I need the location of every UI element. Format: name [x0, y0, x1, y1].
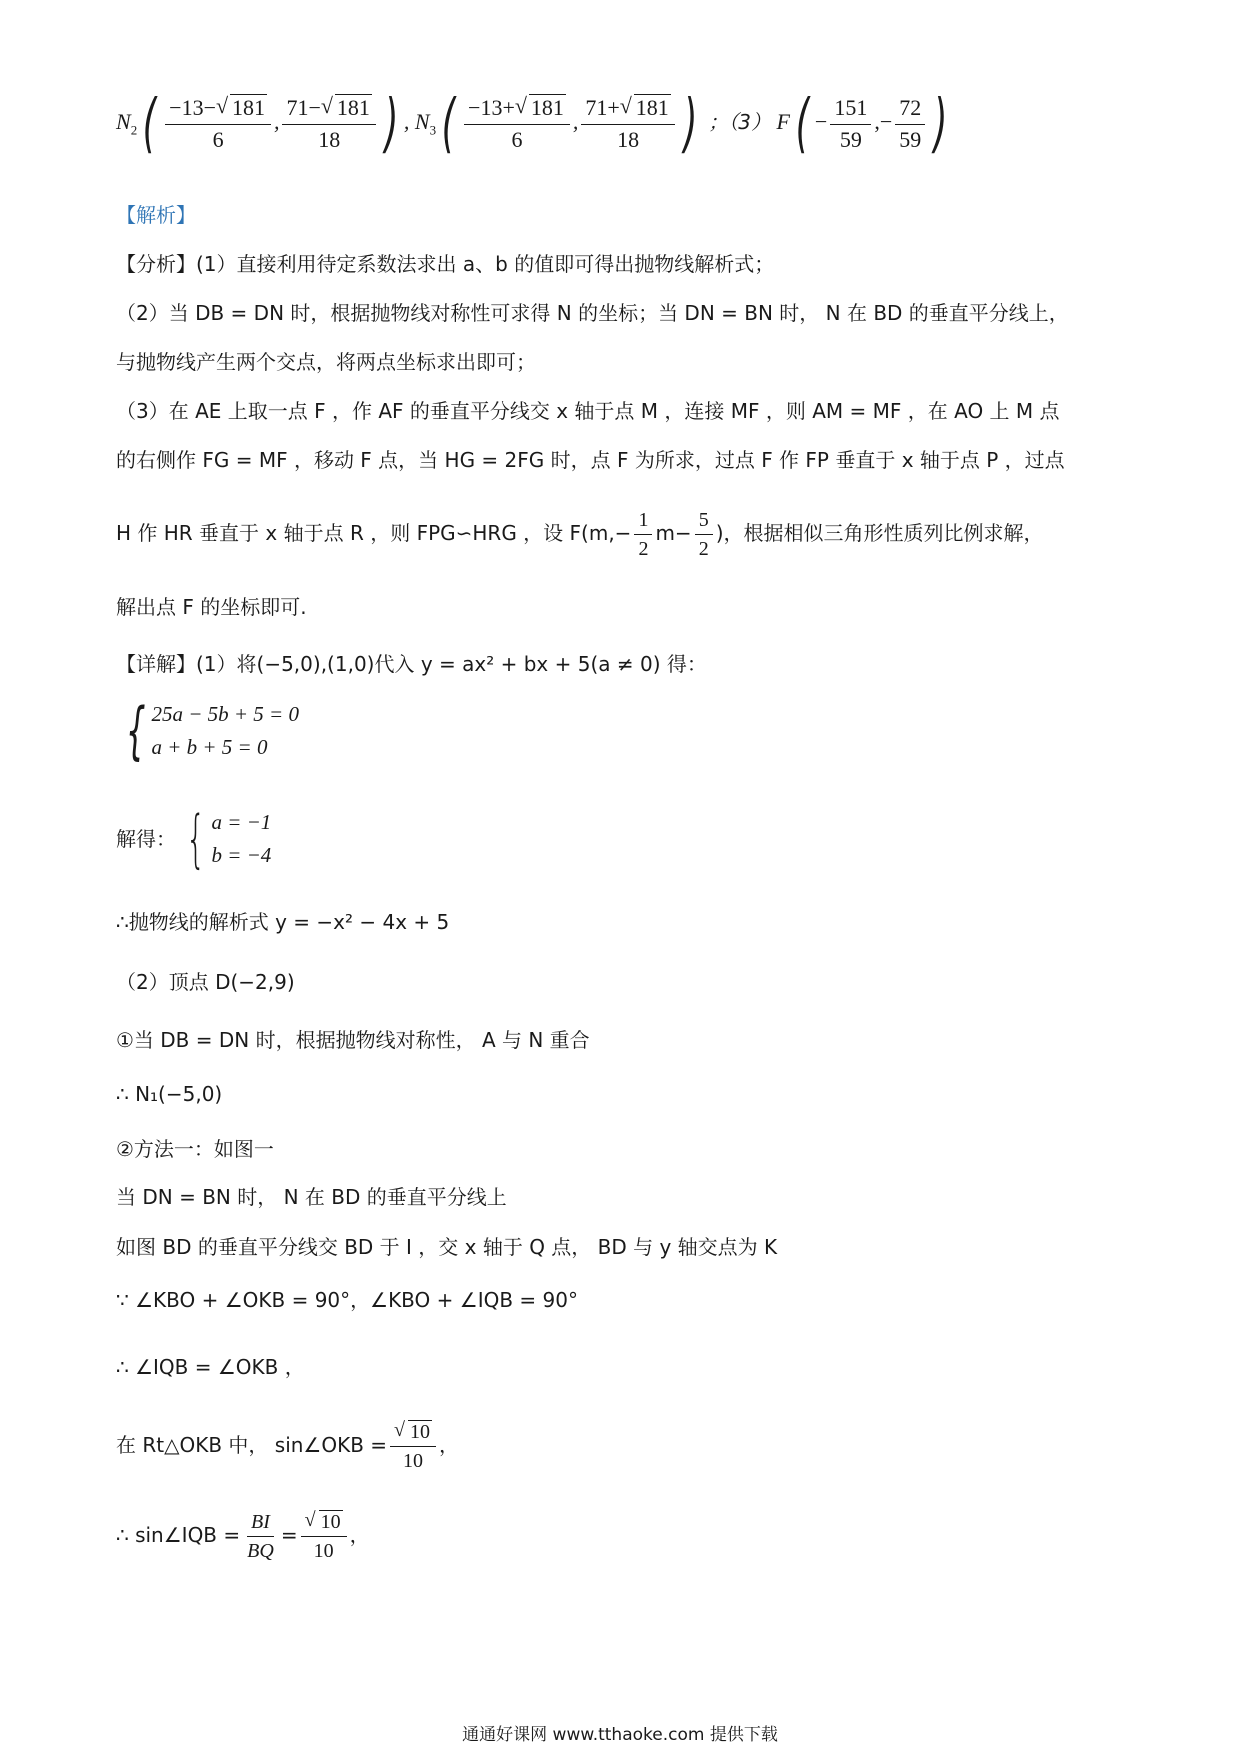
fraction-one-half: $\frac{1}{2}$	[634, 508, 652, 561]
solution-system: 解得： { a = −1 b = −4	[116, 802, 272, 875]
n2-x-fraction: $\frac{-13-√ 181}{6}$	[165, 95, 271, 153]
case2-line-2: 如图 BD 的垂直平分线交 BD 于 I ，交 x 轴于 Q 点， BD 与 y 轴交点为 K	[116, 1235, 778, 1259]
analysis-line-2: （2）当 DB = DN 时，根据抛物线对称性可求得 N 的坐标；当 DN = BN 时， N 在 BD 的垂直平分线上，	[116, 301, 1069, 325]
vertex-line: （2）顶点 D(−2,9)	[116, 970, 295, 994]
sqrt10-over-10-second: √ $\frac{10}{10}$	[301, 1510, 347, 1563]
sin-okb-line: 在 Rt△OKB 中， sin∠OKB = √ $\frac{10}{10}$ ，	[116, 1420, 459, 1473]
case2-line-1: 当 DN = BN 时， N 在 BD 的垂直平分线上	[116, 1185, 507, 1209]
analysis-line-6: H 作 HR 垂直于 x 轴于点 R ，则 FPG∽HRG ，设 F(m,− $\frac{1}{2}$ m− $\frac{5}{2}$ )，根据相似三角形性质列比例求解，	[116, 509, 1044, 560]
sin-iqb-line: ∴ sin∠IQB = $\frac{BI}{BQ}$ = √ $\frac{10}{10}$ ，	[116, 1510, 370, 1563]
footer-credit: 通通好课网 www.tthaoke.com 提供下载	[462, 1725, 778, 1745]
parabola-result: ∴抛物线的解析式 y = −x² − 4x + 5	[116, 910, 450, 934]
analysis-line-7: 解出点 F 的坐标即可.	[116, 595, 307, 619]
f-x-fraction: $\frac{151}{59}$	[830, 95, 871, 153]
analysis-line-3: 与抛物线产生两个交点，将两点坐标求出即可；	[116, 350, 536, 374]
equation-system-1: { 25a − 5b + 5 = 0 a + b + 5 = 0	[125, 694, 299, 767]
angle-equality: ∴ ∠IQB = ∠OKB ，	[116, 1355, 305, 1379]
bi-over-bq: $\frac{BI}{BQ}$	[247, 1511, 274, 1562]
part3-prefix: ；（3）	[708, 110, 771, 135]
analysis-line-5: 的右侧作 FG = MF ，移动 F 点，当 HG = 2FG 时，点 F 为所求，过点 F 作 FP 垂直于 x 轴于点 P ，过点	[116, 448, 1065, 472]
f-y-fraction: $\frac{72}{59}$	[895, 95, 925, 153]
analysis-line-4: （3）在 AE 上取一点 F ，作 AF 的垂直平分线交 x 轴于点 M ，连接 MF ，则 AM = MF ，在 AO 上 M 点	[116, 399, 1060, 423]
n2-label: N	[116, 109, 131, 135]
n3-label: N	[414, 109, 430, 135]
jiexi-label: 【解析】	[116, 203, 196, 227]
n3-x-fraction: $\frac{-13+√ 181}{6}$	[464, 95, 570, 153]
detail-line-1: 【详解】(1）将(−5,0),(1,0)代入 y = ax² + bx + 5(a ≠ 0) 得：	[116, 652, 707, 676]
n1-result: ∴ N₁(−5,0)	[116, 1082, 223, 1106]
n2-y-fraction: $\frac{71-√ 181}{18}$	[282, 95, 375, 153]
answer-line: $N_2$( $\frac{-13-√ 181}{6}$ , $\frac{71-√ 181}{18}$ ) , $N_3$( $\frac{-13+√ 181}{6}$ , $\frac{71+√ 181}{18}$ ) ；（3） F( − $\frac{151}{59}$ ,− $\frac{72}{59}$ )	[116, 92, 953, 156]
case2-heading: ②方法一：如图一	[116, 1137, 274, 1161]
case1-line: ①当 DB = DN 时，根据抛物线对称性， A 与 N 重合	[116, 1028, 590, 1052]
n3-y-fraction: $\frac{71+√ 181}{18}$	[581, 95, 674, 153]
angles-line: ∵ ∠KBO + ∠OKB = 90°，∠KBO + ∠IQB = 90°	[116, 1288, 578, 1312]
sqrt10-over-10: √ $\frac{10}{10}$	[390, 1420, 436, 1473]
f-label: F	[776, 109, 790, 135]
analysis-line-1: 【分析】(1）直接利用待定系数法求出 a、b 的值即可得出抛物线解析式；	[116, 252, 775, 276]
fraction-five-halves: $\frac{5}{2}$	[695, 508, 713, 561]
